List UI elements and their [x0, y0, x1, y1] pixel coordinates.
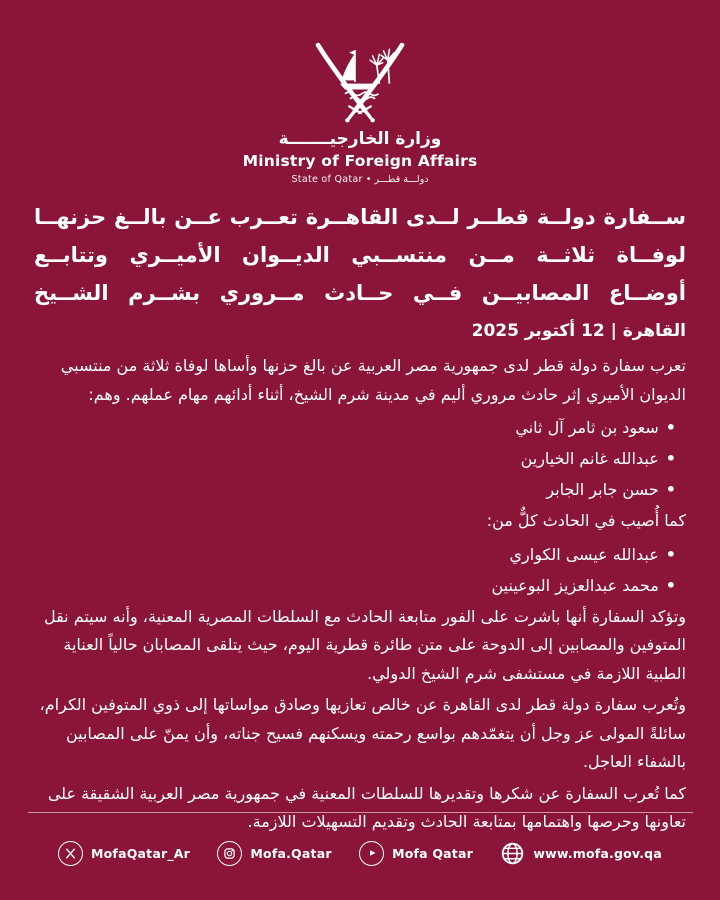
bullet-marker: •: [665, 449, 676, 468]
headline: [34, 198, 686, 312]
youtube-icon: [359, 841, 384, 866]
social-handle: Mofa.Qatar: [250, 845, 332, 861]
list-item: [34, 539, 676, 570]
headline-line-3: أوضــاع المصابيــن فــي حــادث مــروري بشــرم الشــيخ: [34, 281, 686, 305]
social-item-x[interactable]: [58, 841, 190, 866]
dateline: القاهرة | 12 أكتوبر 2025: [471, 321, 686, 341]
list-item: [34, 570, 676, 601]
injured-name: محمد عبدالعزيز البوعينين: [491, 575, 659, 595]
bullet-marker: •: [665, 544, 676, 564]
footer-social-bar: [58, 838, 662, 868]
ministry-name-arabic: وزارة الخارجيـــــــة: [278, 129, 442, 149]
deceased-name: سعود بن ثامر آل ثاني: [515, 418, 659, 437]
header: [0, 0, 720, 186]
bullet-marker: •: [665, 418, 676, 437]
injured-name: عبدالله عيسى الكواري: [509, 544, 659, 564]
list-item: [34, 443, 676, 474]
paragraph-intro: تعرب سفارة دولة قطر لدى جمهورية مصر العربية عن بالغ حزنها وأساها لوفاة ثلاثة من منتسبي الديوان الأميري إثر حادث مروري أليم في مدينة شرم الشيخ، أثناء أدائهم مهام عملهم. وهم:: [60, 356, 686, 404]
injured-intro: كما أُصيب في الحادث كلٌّ من:: [486, 511, 686, 530]
statement-body: [34, 352, 686, 837]
qatar-emblem-icon: [304, 40, 416, 124]
deceased-name: حسن جابر الجابر: [546, 480, 659, 499]
list-item: [34, 474, 676, 505]
ministry-name-english: Ministry of Foreign Affairs: [242, 152, 478, 170]
bullet-marker: •: [665, 575, 676, 595]
bullet-marker: •: [665, 480, 676, 499]
state-of-qatar-line: دولـــة قطـــر • State of Qatar: [291, 174, 429, 185]
social-item-instagram[interactable]: [217, 841, 331, 866]
headline-line-1: ســفارة دولــة قطــر لــدى القاهــرة تعــرب عــن بالــغ حزنهــا: [34, 205, 686, 229]
headline-line-2: لوفــاة ثلاثــة مــن منتســبي الديــوان الأميــري وتتابــع: [34, 243, 686, 267]
deceased-name: عبدالله غانم الخيارين: [520, 449, 659, 468]
social-item-website[interactable]: [500, 841, 662, 866]
list-item: [34, 412, 676, 443]
deceased-list: [34, 412, 686, 505]
x-icon: [58, 841, 83, 866]
paragraph-thanks: كما تُعرب السفارة عن شكرها وتقديرها للسلطات المعنية في جمهورية مصر العربية الشقيقة على تعاونها وحرصها واهتمامها بمتابعة الحادث وتقديم التسهيلات اللازمة.: [47, 783, 686, 831]
social-handle: Mofa Qatar: [392, 845, 473, 861]
website-url: www.mofa.gov.qa: [533, 845, 662, 861]
injured-list: [34, 539, 686, 601]
paragraph-follow-up: وتؤكد السفارة أنها باشرت على الفور متابعة الحادث مع السلطات المصرية المعنية، وأنه سيتم نقل المتوفين والمصابين إلى الدوحة على متن طائرة قطرية اليوم، حيث يتلقى المصابان حالياً العناية الطبية اللازمة في مستشفى شرم الشيخ الدولي.: [43, 606, 686, 683]
paragraph-condolences: وتُعرب سفارة دولة قطر لدى القاهرة عن خالص تعازيها وصادق مواساتها إلى ذوي المتوفين الكرام، سائلةً المولى عز وجل أن يتغمّدهم بواسع رحمته ويسكنهم فسيح جناته، وأن يمنّ على المصابين بالشفاء العاجل.: [39, 695, 686, 771]
social-handle: MofaQatar_Ar: [91, 845, 191, 861]
social-item-youtube[interactable]: [359, 841, 473, 866]
instagram-icon: [217, 841, 242, 866]
globe-icon: [500, 841, 525, 866]
footer-divider: [28, 812, 693, 813]
